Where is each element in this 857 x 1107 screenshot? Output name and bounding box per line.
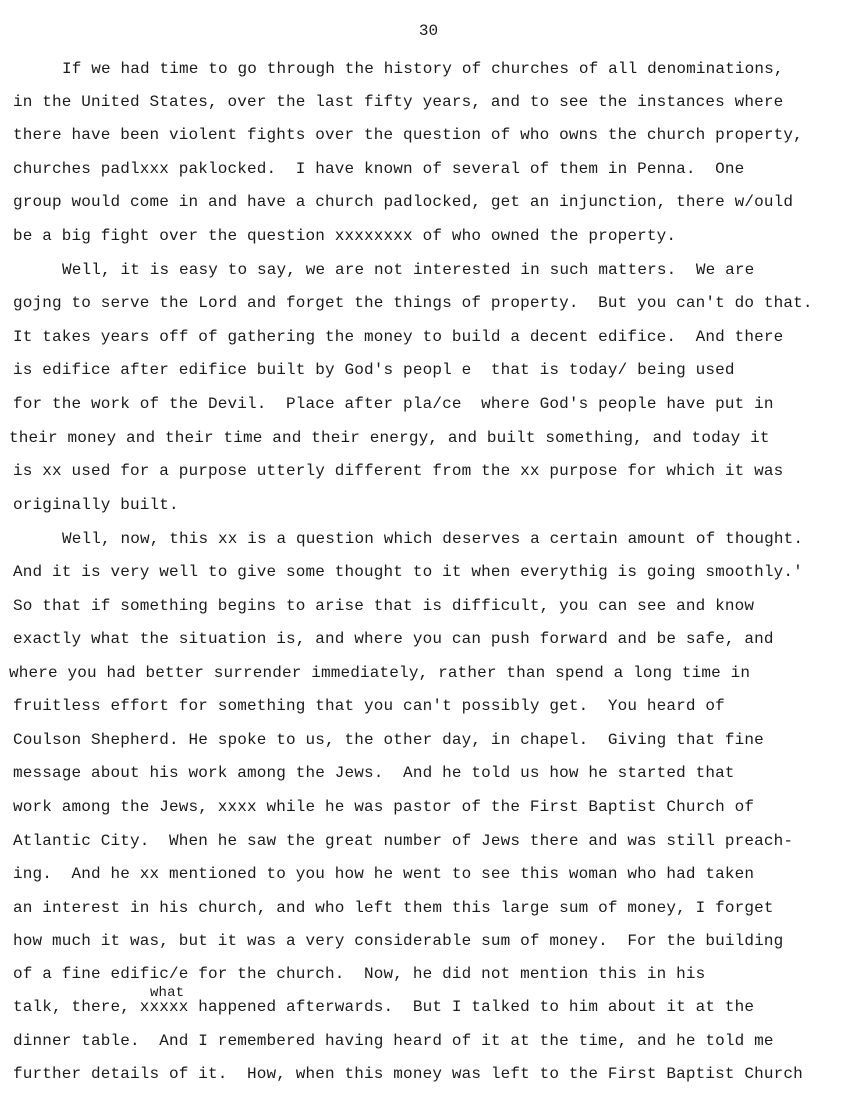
text-line: churches padlxxx paklocked. I have known of several of them in Penna. One — [13, 160, 745, 178]
text-line: And it is very well to give some thought to it when everythig is going smoothly.' — [13, 563, 803, 581]
text-line: where you had better surrender immediately, rather than spend a long time in — [9, 664, 751, 682]
text-line: fruitless effort for something that you can't possibly get. You heard of — [13, 697, 725, 715]
text-line: be a big fight over the question xxxxxxxx of who owned the property. — [13, 227, 677, 245]
text-line: Atlantic City. When he saw the great number of Jews there and was still preach- — [13, 832, 794, 850]
text-line: further details of it. How, when this money was left to the First Baptist Church — [13, 1065, 803, 1083]
text-line: work among the Jews, xxxx while he was pastor of the First Baptist Church of — [13, 798, 755, 816]
text-line: in the United States, over the last fifty years, and to see the instances where — [13, 93, 784, 111]
interlinear-insert: what — [150, 985, 185, 1001]
text-line: dinner table. And I remembered having heard of it at the time, and he told me — [13, 1032, 774, 1050]
text-line: If we had time to go through the history of churches of all denominations, — [62, 60, 784, 78]
text-line: It takes years off of gathering the money to build a decent edifice. And there — [13, 328, 784, 346]
text-line: for the work of the Devil. Place after pla/ce where God's people have put in — [13, 395, 774, 413]
text-line: Well, now, this xx is a question which deserves a certain amount of thought. — [62, 530, 804, 548]
text-line: of a fine edific/e for the church. Now, he did not mention this in his — [13, 965, 706, 983]
page-number: 30 — [418, 22, 439, 40]
text-line: there have been violent fights over the question of who owns the church property, — [13, 126, 803, 144]
text-line: how much it was, but it was a very considerable sum of money. For the building — [13, 932, 784, 950]
text-line: ing. And he xx mentioned to you how he went to see this woman who had taken — [13, 865, 755, 883]
text-line: Coulson Shepherd. He spoke to us, the other day, in chapel. Giving that fine — [13, 731, 764, 749]
text-line: message about his work among the Jews. And he told us how he started that — [13, 764, 735, 782]
text-line: exactly what the situation is, and where you can push forward and be safe, and — [13, 630, 774, 648]
text-line: their money and their time and their energy, and built something, and today it — [9, 429, 770, 447]
text-line: is xx used for a purpose utterly different from the xx purpose for which it was — [13, 462, 784, 480]
text-line: group would come in and have a church padlocked, get an injunction, there w/ould — [13, 193, 794, 211]
text-line: gojng to serve the Lord and forget the things of property. But you can't do that. — [13, 294, 813, 312]
text-line: originally built. — [13, 496, 179, 514]
text-line: is edifice after edifice built by God's peopl e that is today/ being used — [13, 361, 735, 379]
text-line: talk, there, xxxxx happened afterwards. But I talked to him about it at the — [13, 998, 755, 1016]
text-line: So that if something begins to arise that is difficult, you can see and know — [13, 597, 755, 615]
text-line: Well, it is easy to say, we are not interested in such matters. We are — [62, 261, 755, 279]
text-line: an interest in his church, and who left them this large sum of money, I forget — [13, 899, 774, 917]
